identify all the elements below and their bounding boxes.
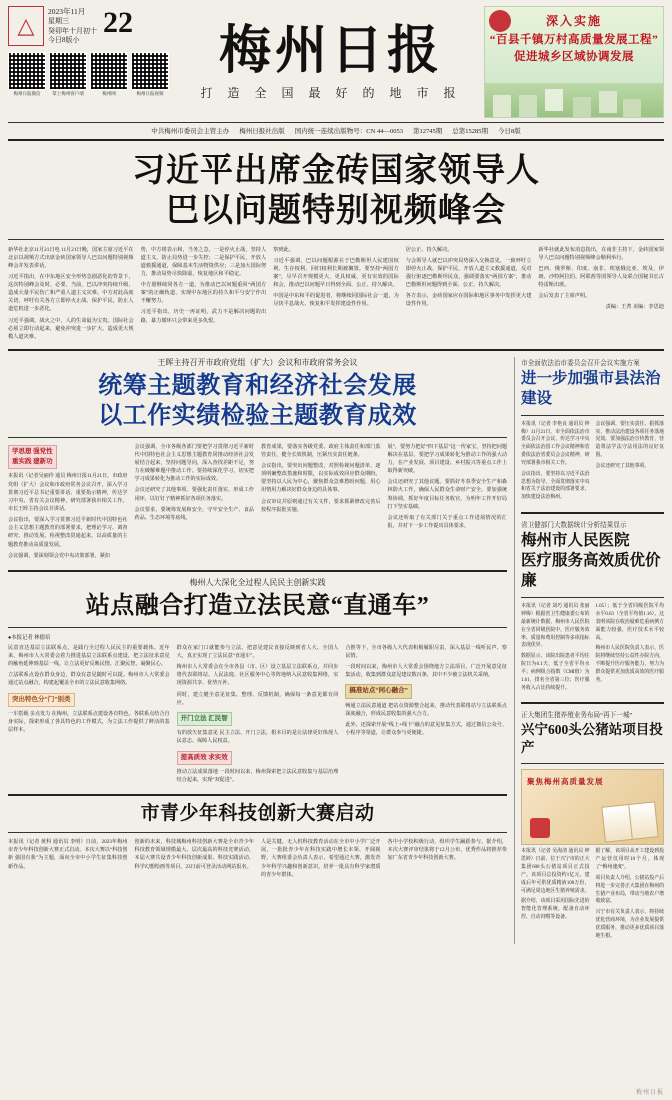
article-headline: 进一步加强市县法治建设 [521, 369, 661, 407]
info-item: 今日8版 [497, 128, 521, 135]
headline-line-1: 统筹主题教育和经济社会发展 [98, 372, 417, 399]
qr-code-icon[interactable] [49, 52, 87, 90]
paragraph: 本报讯（记者吴丽伶 通员 梅州日报11月21日，市政府党组（扩大）会议和市政府常务会议召开，深入学习贯彻习近平总书记重要讲话、重要指示精神，传达学习中央、省有关会议精神，研究部署我市相关工作。市长王晖主持会议并讲话。 [8, 473, 128, 513]
article-column [8, 838, 128, 882]
paragraph: 习近平指出，历史一再证明，武力不是解决问题的出路，暴力循环只会带来更多仇恨。 [140, 309, 267, 324]
paragraph: 创新的未来，科技城梅州科技创新大赛是全市青少年科技教育领域规模最大、层次最高的科技竞赛活动。本届大赛共设青少年科技创新成果、科技实践活动、科学幻想绘画等项目，23日前可登录活动网站报名。 [134, 839, 254, 870]
article-government-meeting [8, 357, 507, 563]
article-kicker: 梅州人大深化全过程人民民主创新实践 [189, 577, 326, 587]
paragraph: 会议强调，要压实责任、狠抓落实，推动法治建设各项任务落地见效。要加强法治宣传教育，营造尊法学法守法用法的良好氛围。 [595, 421, 664, 459]
article-columns [521, 421, 664, 505]
subsection-label: 突出特色分“门”别类 [8, 693, 75, 707]
paragraph: 1.05）；低于全省同级医院平均水平0.63（全省平均值1.16）。这表明该院在收治疑难危重病例方面能力较强，医疗技术水平较高。 [595, 604, 664, 641]
paragraph: 本报讯（记者 刘巧 通讯员 张丽 钟梅）根据省卫生健康委公布的最新统计数据，梅州市人民医院在全省同级医院中，医疗服务效率、质量和费用控制等多项指标表现优异。 [521, 604, 590, 649]
paragraph: 势，中方将表示和，当务之急，一是停火止战，坚持人道主义，防止局势进一步失控；二是保护平民，开放人道救援通道，保障基本生活物资供应；三是加大国际努力，推动局势尽快降温，恢复地区和平稳定。 [140, 247, 267, 278]
day-number: 22 [103, 6, 133, 39]
divider [8, 570, 507, 572]
article-column [135, 838, 255, 882]
paragraph: 习近平强调，战火之中，人的生命最为宝贵。国际社会必须立即行动起来，避免冲突进一步扩大、造成更大规模人道灾难。 [8, 317, 134, 340]
paragraph: 会议强调，全市各级各部门要把学习贯彻习近平新时代中国特色社会主义思想主题教育同推动经济社会发展结合起来，坚持问题导向，深入查找差距不足，努力在破解难题中推动工作。要持续深化学习，切实把学习成果转化为推动工作的实际成效。 [134, 443, 254, 483]
right-zone [514, 357, 664, 1096]
article-legislative-stations [8, 577, 507, 787]
masthead-date-row [8, 6, 178, 46]
article-column [521, 848, 590, 943]
promo-seal-icon [489, 10, 511, 32]
badge-line-1: 学思想 强党性 [12, 447, 53, 455]
publication-info-strip [8, 123, 664, 141]
article-columns [521, 603, 664, 695]
divider [8, 794, 507, 796]
lead-column [538, 246, 664, 344]
masthead-dates [48, 6, 97, 45]
paragraph: 习近平指出，在中东地区安全形势急剧恶化的背景下，这次特别峰会及时、必要。当前，巴以冲突持续升级，造成大量平民伤亡和严重人道主义灾难。中方对此高度关切，呼吁有关各方立即停火止战、保护平民，防止人道危机进一步恶化。 [8, 274, 134, 313]
subsection-label: 开门立法 汇民智 [177, 712, 232, 726]
paragraph: 有的放矢征集意见 民主立法、开门立法，根本目的是让法律更好体现人民意志、保障人民权益。 [176, 730, 339, 745]
paragraph: 数据显示，该院出院患者平均住院日为6.1天，低于全省平均水平；病例组合指数（CMI值）为1.61，排名全省第三位；医疗服务收入占比持续提升。 [521, 654, 590, 691]
qr-block[interactable] [131, 52, 169, 97]
divider [521, 597, 664, 598]
article-columns [8, 644, 507, 787]
paragraph: 梅州市人民医院负责人表示，医院将继续坚持公益性办院方向，不断提升医疗服务能力，努力为群众提供更加优质高效的医疗服务。 [595, 646, 664, 683]
headline-line-2: 以工作实绩检验主题教育成效 [98, 402, 417, 429]
left-zone [8, 357, 507, 944]
paragraph: 梅州市人大常委会在全市各县（市、区）设立基层立法联系点，并同步将代表联络站、人民法庭、社区服务中心等阵地纳入民意收集网络，实现资源共享、优势互补。 [176, 664, 339, 687]
date-lunar: 癸卯年十月初十 [48, 26, 97, 35]
paragraph: 中方愿继续同各方一道，为推动巴以问题重回“两国方案”的正确轨道、实现中东地区的持久和平与安宁作出不懈努力。 [140, 282, 267, 305]
paragraph: 据介绍，该项目采用国际先进的智能化管理系统，配备自动环控、自动饲喂等设备。 [521, 899, 590, 921]
article-column [8, 443, 128, 563]
article-headline: 站点融合打造立法民意“直通车” [85, 592, 430, 619]
paragraph: 会议指出，要深入学习贯彻习近平新时代中国特色社会主义思想主题教育的部署要求，把理论学习、调查研究、推动发展、检视整改贯通起来，以高质量的主题教育推动高质量发展。 [8, 517, 128, 548]
qr-row [8, 52, 178, 97]
article-column [521, 421, 590, 505]
paragraph: 会议还研究了其他事项。要强化责任落实，形成工作闭环，以钉钉子精神抓好各项任务落实。 [134, 487, 254, 502]
paragraph: 畅通立法民意通道 把站点资源整合起来，推动代表联络站与立法联系点深度融合，形成民意收集的强大合力。 [345, 702, 507, 717]
paragraph: 会议指出，要突出问题整改，对照检视问题清单，逐项明确整改措施和时限，以实际成效回应群众期盼。要坚持以人民为中心，聚焦群众急难愁盼问题，用心用情用力解决好群众身边的具体事。 [261, 462, 381, 494]
qr-block[interactable] [8, 52, 46, 97]
paragraph: 与会领导人就巴以冲突局势深入交换意见，一致呼吁立即停火止战、保护平民、开放人道主义救援通道，反对强行驱逐巴勒斯坦民众，强调要落实“两国方案”，推动巴勒斯坦问题得到全面、公正、持久解决。 [405, 258, 532, 289]
lead-headline-block [8, 141, 664, 240]
masthead [8, 6, 664, 123]
lead-column [406, 246, 532, 344]
promo-line-1: 深入实施 [545, 14, 602, 28]
article-column [521, 603, 590, 695]
byline: ●本报记者 林德培 [8, 634, 51, 641]
masthead-promo-banner [484, 6, 664, 118]
article-kicker: 正大集团生猪养殖业务布局“再下一城” [521, 712, 633, 720]
lead-column [141, 246, 267, 344]
paragraph: 会议还研究了其他议题。要抓好冬春季安全生产和森林防火工作，确保人民群众生命财产安全。要加强统筹协调，抓好年度目标任务收官，为明年工作开好局打下坚实基础。 [387, 479, 507, 510]
paragraph: 群众在家门口就能参与立法，把意见建议直接反映到省人大、全国人大，真正实现了立法民意“直通车”。 [176, 644, 339, 660]
paper-title: 梅州日报 [218, 22, 443, 80]
qr-caption: 梅州网 [102, 91, 116, 96]
article-column [596, 603, 665, 695]
date-gregorian: 2023年11月 [48, 7, 86, 16]
article-headline [8, 371, 507, 431]
info-item: 梅州日报社出版 [239, 128, 285, 135]
paragraph: 中国是中东和平的促进者，将继续同国际社会一道，为尽快平息战火、恢复和平发挥建设性作用。 [273, 293, 399, 308]
qr-code-icon[interactable] [8, 52, 46, 90]
paragraph: 展”，要努力把好“四下基层”这一传家宝，坚持把问题解决在基层。要把学习成果转化为推动工作的强大动力，在产业发展、项目建设、乡村振兴等重点工作上取得新突破。 [387, 443, 507, 475]
paragraph: 本报讯（记者 吴海清 通讯员 钟思婷）日前，位于兴宁市的正大集团600头公猪站项目正式投产。该项目总投资约1亿元，建成后年可供优质精液100万份，可满足周边地区生猪养殖需求。 [521, 849, 590, 894]
paragraph: 巴西、俄罗斯、印度、南非、埃塞俄比亚、埃及、伊朗、沙特阿拉伯、阿联酋等国领导人及联合国秘书长古特雷斯出席。 [538, 266, 664, 289]
divider [521, 415, 664, 416]
info-item: 总第15285期 [452, 128, 488, 135]
article-columns [8, 838, 507, 882]
article-columns [8, 443, 507, 563]
poster-seal-icon [530, 818, 550, 838]
info-item: 中共梅州市委员会主管主办 [151, 128, 230, 135]
lead-column [8, 246, 134, 344]
qr-code-icon[interactable] [90, 52, 128, 90]
article-rule-of-law [521, 357, 664, 505]
paragraph: 合推等下，全市各级人大代表积极履职尽责，深入基层一线听民声、察民情。 [345, 644, 507, 660]
masthead-center [184, 6, 478, 118]
paragraph: 兴宁市有关负责人表示，将持续优化营商环境，为企业发展提供优质服务，推动更多优质项目落地生根。 [595, 910, 664, 939]
paragraph: 会后发表了主席声明。 [538, 293, 591, 300]
paragraph: 推动立法成果落地 一段时间以来，梅州探索把立法民意收集与基层治理结合起来，实现“双促进”。 [176, 768, 339, 784]
subsection-label: 提高质效 求实效 [177, 751, 232, 765]
paragraph: 新华社北京11月21日电 11月21日晚，国家主席习近平在北京以视频方式出席金砖国家领导人巴以问题特别视频峰会并发表讲话。 [8, 247, 134, 270]
credits: 责编：王菁 美编：李思迪 [605, 304, 664, 311]
paragraph: 习近平强调，巴以问题根源在于巴勒斯坦人民建国权利、生存权利、回归权利长期被搁置。要坚持“两国方案”，尽早召开规模更大、更具权威、更有实效的国际和会，推动巴以问题早日得到全面、公正、持久解决。 [273, 258, 399, 289]
qr-caption: 梅州日报视频 [136, 91, 164, 96]
article-column [596, 848, 665, 943]
subsection-label: 搞准站点“同心融合” [345, 684, 412, 698]
page-title [8, 151, 664, 231]
lead-article-body [8, 240, 664, 351]
info-item: 第12745期 [412, 128, 443, 135]
article-column [177, 644, 339, 787]
article-columns [521, 848, 664, 943]
paragraph: 民意直达基层立法联系点，是践行全过程人民民主的重要载体。近年来，梅州市人大常委会着力推进基层立法联系点建设，把立法征求意见的触角延伸到基层一线，让立法更好反映民情、汇聚民智、凝聚民心。 [8, 644, 170, 668]
divider [521, 512, 664, 514]
lead-headline-line-1: 习近平出席金砖国家领导人 [132, 153, 540, 189]
qr-caption: 梅州日报微信 [13, 91, 41, 96]
paragraph: 教育成果，要落实各级党委、政府主体责任和部门监管责任，健全长效机制，压紧压实责任链条。 [261, 443, 381, 458]
article-kicker: 市全面依法治市委员会召开会议实施方案 [521, 359, 640, 367]
paper-logo-icon: △ [8, 6, 44, 46]
paper-subtitle: 打 造 全 国 最 好 的 地 市 报 [200, 85, 462, 100]
divider [8, 437, 507, 438]
article-kicker: 王晖主持召开市政府党组（扩大）会议和市政府常务会议 [157, 357, 358, 367]
paragraph: 察到此。 [273, 247, 294, 253]
masthead-left [8, 6, 178, 118]
main-content-grid [8, 351, 664, 1096]
paragraph: 居公正、持久解决。 [405, 247, 453, 253]
divider [521, 702, 664, 704]
paragraph: 立法联系点设在群众身边，群众有意见随时可以提。梅州市人大常委会通过站点融合，构建起覆盖全市的立法民意收集网络。 [8, 672, 170, 687]
headline-line-2: 医疗服务高效质优价廉 [521, 552, 661, 590]
watermark: 梅州日报 [635, 1090, 664, 1096]
qr-block[interactable] [90, 52, 128, 97]
paragraph: 一段时间以来，梅州市人大常委会围绕地方立法项目，广泛开展意见征集活动，收集到群众意见建议数百条，其中不少被立法机关采纳。 [345, 664, 507, 679]
info-item: 国内统一连续出版物号：CN 44—0053 [294, 128, 403, 135]
article-headline: 兴宁600头公猪站项目投产 [521, 722, 663, 756]
qr-block[interactable] [49, 52, 87, 97]
paragraph: 据了解，该项目从开工建设到投产运营仅用时10个月，体现了“梅州速度”。 [595, 849, 664, 871]
article-column [345, 644, 507, 787]
article-column [388, 443, 508, 563]
paragraph: 会议指出，要坚持以习近平法治思想为指导，全面贯彻落实中央和省关于法治建设的部署要求，加快建设法治梅州。 [521, 471, 590, 501]
lead-column [273, 246, 399, 344]
article-hospital-services [521, 519, 664, 695]
promo-line-2: “百县千镇万村高质量发展工程” [489, 34, 659, 46]
paragraph: 人是关键。无人机科技教育活动在全市中小学广泛开展，一批批青少年在科技实践中增长本领、开阔视野。大赛组委会负责人表示，希望通过大赛，激发青少年科学兴趣和创新意识，培养一批具有科学家潜质的青少年群体。 [261, 839, 381, 878]
date-weekday: 星期三 [48, 17, 69, 26]
issue-label: 今日8版小 [48, 36, 80, 44]
article-youth-science-contest [8, 801, 507, 882]
article-boar-station-project [521, 709, 664, 943]
article-column [135, 443, 255, 563]
theme-education-badge [8, 445, 57, 470]
paragraph: 各中小学校积极行动，组织学生踊跃参与。据介绍，本次大赛评审结果将于12月公布，优秀作品将推荐参加广东省青少年科技创新大赛。 [387, 839, 507, 862]
open-book-illustration [601, 802, 658, 843]
article-column [261, 443, 381, 563]
divider [8, 627, 507, 628]
promo-poster-image [521, 769, 664, 845]
article-column [388, 838, 508, 882]
paragraph: 此外，还探索开展“线上+线下”融合的意见征集方式，通过微信公众号、小程序等渠道，让群众参与更便捷。 [345, 722, 507, 737]
article-kicker: 省卫健部门大数据统计分析结果显示 [521, 522, 627, 530]
poster-caption: 聚焦梅州高质量发展 [527, 777, 604, 787]
promo-line-3: 促进城乡区域协调发展 [514, 51, 634, 63]
qr-caption: 掌上梅州客户端 [52, 91, 84, 96]
badge-line-2: 重实践 建新功 [12, 458, 53, 466]
article-headline: 市青少年科技创新大赛启动 [140, 803, 375, 825]
paragraph: 会议还听取了有关部门关于重点工作进展情况的汇报，并对下一步工作提出具体要求。 [387, 514, 507, 529]
divider [8, 832, 507, 833]
paragraph: 会议要求，要统筹发展和安全，守牢安全生产、食品药品、生态环境等底线。 [134, 506, 254, 521]
paragraph: 会议审议并原则通过有关文件，要求抓紧修改完善后按程序报批实施。 [261, 498, 381, 513]
qr-code-icon[interactable] [131, 52, 169, 90]
paragraph: 本报讯（记者 李艳良 通讯员 钟梅）11月21日，市全面依法治市委员会召开会议，传达学习中央全面依法治国工作会议精神和省委依法治省委员会会议精神，研究部署我市相关工作。 [521, 421, 590, 466]
divider [521, 763, 664, 764]
article-column [261, 838, 381, 882]
paragraph: 项目负责人介绍，公猪站投产后将进一步完善正大集团在梅州的生猪产业布局，带动当地农户增收致富。 [595, 875, 664, 905]
article-headline [521, 531, 664, 591]
article-column [596, 421, 665, 505]
headline-line-1: 梅州市人民医院 [521, 532, 630, 550]
paragraph: 会议强调，要深刻领会党中央决策部署，紧扣 [8, 552, 110, 559]
byline: 本报讯（记者 黄科 通讯员 李明）日前，2023年梅州市青少年科技创新大赛正式启动。本次大赛以“科技创新 强国有我”为主题，面向全市中小学生征集科技创新作品。 [8, 839, 128, 870]
paragraph: 会议还研究了其他事项。 [595, 463, 650, 469]
promo-skyline-illustration [485, 83, 663, 117]
paragraph: 一车搭载 多点发力 在梅州，立法联系点建设各有特色。各联系点结合自身实际，探索形成了各具特色的工作模式，为立法工作提供了鲜活的基层样本。 [8, 710, 170, 734]
paragraph: 新华社就此发布消息指出，在南非主持下，金砖国家领导人巴以问题特别视频峰会顺利举行。 [538, 247, 664, 262]
paragraph: 各方表示，金砖国家应在国际和地区事务中发挥更大建设性作用。 [405, 293, 532, 308]
paragraph: 同时，建立健全意见征集、整理、反馈机制，确保每一条意见都有回应。 [176, 691, 339, 706]
article-column [8, 644, 170, 787]
lead-headline-line-2: 巴以问题特别视频峰会 [166, 193, 506, 229]
